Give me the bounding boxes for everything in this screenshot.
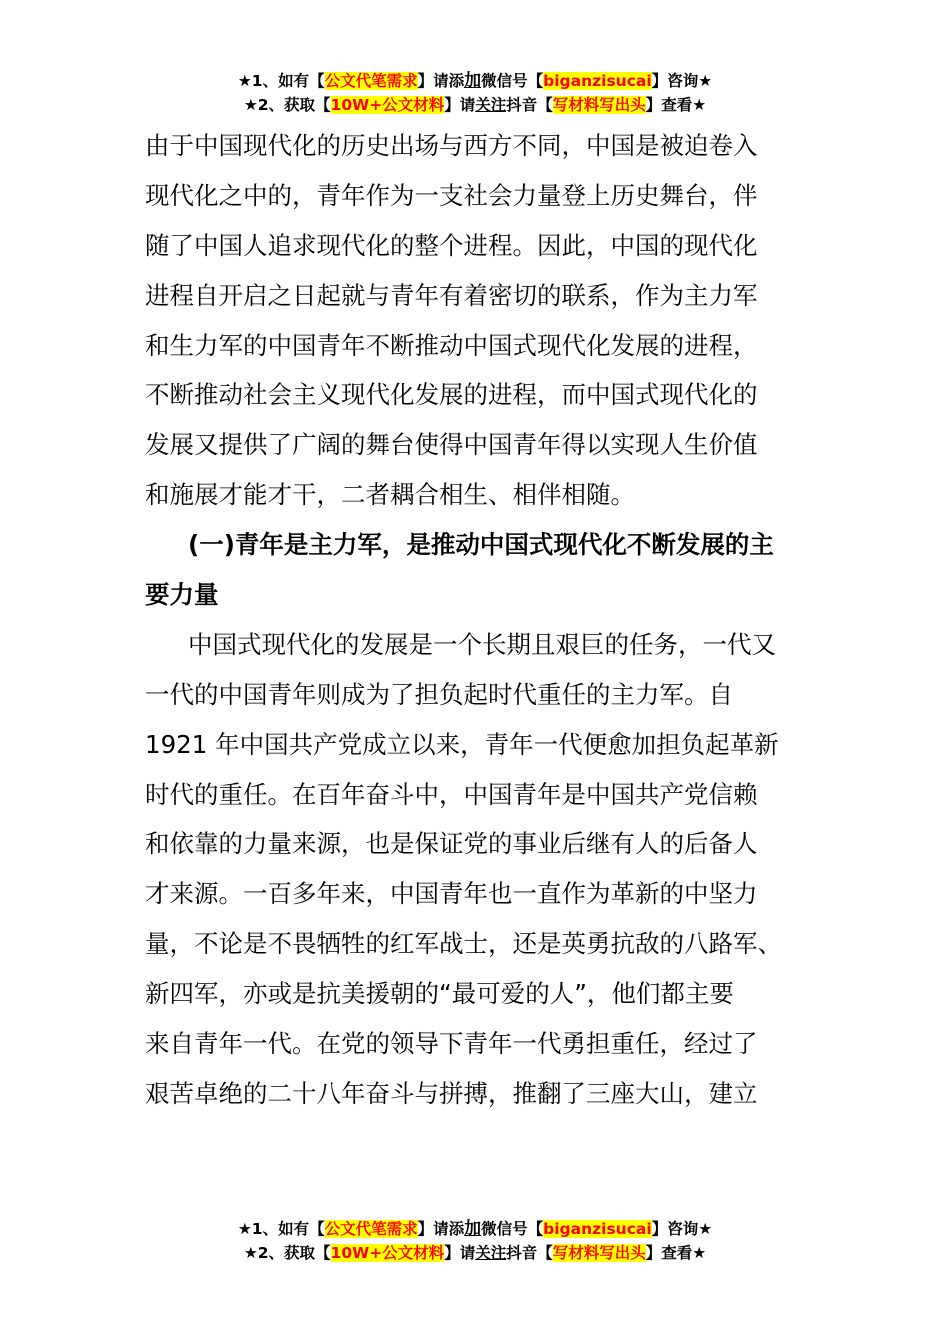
promo-suffix: 】查看★ bbox=[645, 1244, 707, 1262]
footer-promo-line-2 bbox=[0, 1241, 950, 1265]
promo-underlined: 加 bbox=[464, 1219, 482, 1239]
promo-text: 】请 bbox=[444, 96, 476, 114]
promo-text: 微信号【 bbox=[481, 1220, 544, 1238]
header-promo-line-2 bbox=[0, 93, 950, 117]
body-line: 由于中国现代化的历史出场与西方不同，中国是被迫卷入 bbox=[145, 131, 758, 160]
body-line: 和生力军的中国青年不断推动中国式现代化发展的进程， bbox=[145, 330, 758, 360]
body-line: 现代化之中的，青年作为一支社会力量登上历史舞台，伴 bbox=[145, 180, 758, 210]
body-line: 1921 年中国共产党成立以来，青年一代便愈加担负起革新 bbox=[145, 729, 779, 759]
promo-underlined: 加 bbox=[464, 71, 482, 91]
body-line: 来自青年一代。在党的领导下青年一代勇担重任，经过了 bbox=[145, 1029, 758, 1059]
promo-prefix: ★1、如有【 bbox=[237, 72, 325, 90]
promo-suffix: 】咨询★ bbox=[651, 1220, 713, 1238]
promo-wechat-id: biganzisucai bbox=[543, 72, 652, 90]
body-line: 艰苦卓绝的二十八年奋斗与拼搏，推翻了三座大山，建立 bbox=[145, 1078, 758, 1108]
footer-promo bbox=[0, 1217, 950, 1265]
body-line: 发展又提供了广阔的舞台使得中国青年得以实现人生价值 bbox=[145, 430, 758, 460]
body-line: 进程自开启之日起就与青年有着密切的联系，作为主力军 bbox=[145, 280, 758, 310]
body-line: 中国式现代化的发展是一个长期且艰巨的任务，一代又 bbox=[188, 629, 776, 659]
promo-prefix: ★2、获取【 bbox=[243, 1244, 331, 1262]
promo-douyin-account: 写材料写出头 bbox=[552, 96, 646, 114]
promo-highlight: 10W+公文材料 bbox=[330, 96, 445, 114]
body-line: 才来源。一百多年来，中国青年也一直作为革新的中坚力 bbox=[145, 879, 758, 909]
body-line: 一代的中国青年则成为了担负起时代重任的主力军。自 bbox=[145, 679, 733, 709]
footer-promo-line-1 bbox=[0, 1217, 950, 1241]
body-line: 和施展才能才干，二者耦合相生、相伴相随。 bbox=[145, 480, 635, 510]
body-line: 和依靠的力量来源，也是保证党的事业后继有人的后备人 bbox=[145, 829, 758, 859]
body-line: 新四军，亦或是抗美援朝的“最可爱的人”，他们都主要 bbox=[145, 979, 734, 1009]
promo-wechat-id: biganzisucai bbox=[543, 1220, 652, 1238]
promo-text: 微信号【 bbox=[481, 72, 544, 90]
section-heading: (一)青年是主力军，是推动中国式现代化不断发展的主 bbox=[188, 530, 774, 560]
promo-douyin-account: 写材料写出头 bbox=[552, 1244, 646, 1262]
body-line: 时代的重任。在百年奋斗中，中国青年是中国共产党信赖 bbox=[145, 779, 758, 809]
body-line: 不断推动社会主义现代化发展的进程，而中国式现代化的 bbox=[145, 380, 758, 410]
promo-underlined: 关注 bbox=[475, 96, 507, 114]
promo-text: 】请添 bbox=[417, 72, 465, 90]
promo-underlined: 关注 bbox=[475, 1244, 507, 1262]
promo-text: 抖音【 bbox=[506, 1244, 553, 1262]
promo-text: 】请添 bbox=[417, 1220, 465, 1238]
section-heading-cont: 要力量 bbox=[145, 580, 219, 610]
promo-highlight: 公文代笔需求 bbox=[324, 72, 418, 90]
promo-highlight: 10W+公文材料 bbox=[330, 1244, 445, 1262]
promo-text: 抖音【 bbox=[506, 96, 553, 114]
header-promo bbox=[0, 69, 950, 117]
document-body bbox=[145, 121, 805, 1119]
body-line: 随了中国人追求现代化的整个进程。因此，中国的现代化 bbox=[145, 230, 758, 260]
promo-highlight: 公文代笔需求 bbox=[324, 1220, 418, 1238]
promo-suffix: 】咨询★ bbox=[651, 72, 713, 90]
promo-suffix: 】查看★ bbox=[645, 96, 707, 114]
promo-prefix: ★1、如有【 bbox=[237, 1220, 325, 1238]
header-promo-line-1 bbox=[0, 69, 950, 93]
body-line: 量，不论是不畏牺牲的红军战士，还是英勇抗敌的八路军、 bbox=[145, 929, 782, 959]
promo-prefix: ★2、获取【 bbox=[243, 96, 331, 114]
promo-text: 】请 bbox=[444, 1244, 476, 1262]
